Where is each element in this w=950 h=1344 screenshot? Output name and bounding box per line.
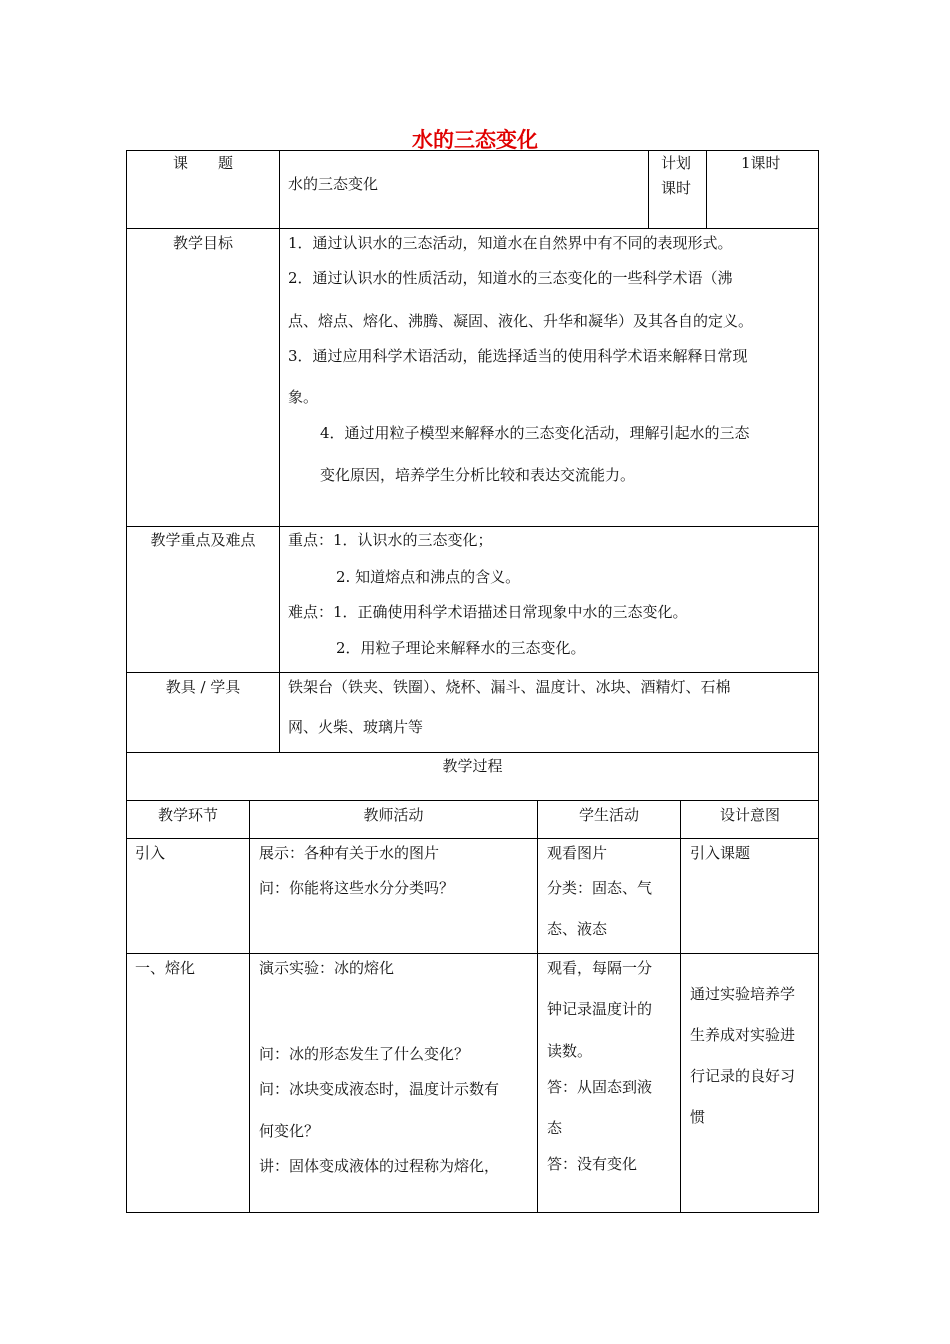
stage-cell: 引入 [135, 844, 166, 862]
row-divider [126, 228, 819, 229]
process-label: 教学过程 [442, 757, 503, 775]
student-line: 读数。 [547, 1042, 593, 1060]
intent-line: 生养成对实验进 [690, 1026, 796, 1044]
teacher-line: 展示：各种有关于水的图片 [259, 844, 440, 862]
plan-label-line2: 课时 [661, 179, 692, 197]
row-divider [126, 800, 819, 801]
teacher-line: 问：你能将这些水分分类吗？ [259, 879, 455, 897]
plan-value: 1课时 [741, 154, 781, 172]
goals-label: 教学目标 [172, 234, 233, 252]
keypoint-line: 难点：1．正确使用科学术语描述日常现象中水的三态变化。 [288, 603, 688, 621]
student-line: 钟记录温度计的 [547, 1000, 653, 1018]
teacher-line: 讲：固体变成液体的过程称为熔化， [259, 1157, 500, 1175]
student-line: 态 [547, 1119, 563, 1137]
col-header-intent: 设计意图 [719, 806, 780, 824]
row-divider [126, 752, 819, 753]
col-header-student: 学生活动 [578, 806, 639, 824]
document-title: 水的三态变化 [412, 128, 538, 152]
student-line: 观看，每隔一分 [547, 959, 653, 977]
intent-line: 通过实验培养学 [690, 985, 796, 1003]
keypoint-line: 2. 知道熔点和沸点的含义。 [336, 568, 521, 586]
goal-line: 4．通过用粒子模型来解释水的三态变化活动，理解引起水的三态 [320, 424, 750, 442]
goal-line: 1．通过认识水的三态活动，知道水在自然界中有不同的表现形式。 [288, 234, 733, 252]
tools-line: 网、火柴、玻璃片等 [288, 718, 424, 736]
col-divider [537, 800, 538, 1213]
goal-line: 点、熔点、熔化、沸腾、凝固、液化、升华和凝华）及其各自的定义。 [288, 312, 754, 330]
intent-line: 惯 [690, 1108, 706, 1126]
goal-line: 3．通过应用科学术语活动，能选择适当的使用科学术语来解释日常现 [288, 347, 748, 365]
row-divider [126, 526, 819, 527]
col-divider [648, 150, 649, 228]
tools-line: 铁架台（铁夹、铁圈）、烧杯、漏斗、温度计、冰块、酒精灯、石棉 [288, 678, 731, 696]
teacher-line: 问：冰块变成液态时，温度计示数有 [259, 1080, 500, 1098]
stage-cell: 一、熔化 [135, 959, 196, 977]
row-divider [126, 838, 819, 839]
col-divider [680, 800, 681, 1213]
keypoint-line: 重点：1．认识水的三态变化； [288, 531, 493, 549]
intent-line: 引入课题 [690, 844, 751, 862]
col-header-teacher: 教师活动 [363, 806, 424, 824]
student-line: 答：从固态到液 [547, 1078, 653, 1096]
row-divider [126, 672, 819, 673]
plan-label-line1: 计划 [661, 154, 692, 172]
student-line: 分类：固态、气 [547, 879, 653, 897]
col-divider [279, 150, 280, 752]
tools-label: 教具 / 学具 [165, 678, 241, 696]
teacher-line: 演示实验：冰的熔化 [259, 959, 395, 977]
keypoint-line: 2．用粒子理论来解释水的三态变化。 [336, 639, 586, 657]
topic-label: 课 题 [172, 154, 233, 172]
teacher-line: 何变化？ [259, 1122, 320, 1140]
col-header-stage: 教学环节 [157, 806, 218, 824]
topic-value: 水的三态变化 [288, 175, 379, 193]
row-divider [126, 953, 819, 954]
intent-line: 行记录的良好习 [690, 1067, 796, 1085]
student-line: 观看图片 [547, 844, 608, 862]
teacher-line: 问：冰的形态发生了什么变化？ [259, 1045, 470, 1063]
student-line: 答：没有变化 [547, 1155, 638, 1173]
goal-line: 象。 [288, 388, 319, 406]
goal-line: 变化原因，培养学生分析比较和表达交流能力。 [320, 466, 636, 484]
keypoints-label: 教学重点及难点 [150, 531, 256, 549]
col-divider [249, 800, 250, 1213]
student-line: 态、液态 [547, 920, 608, 938]
col-divider [706, 150, 707, 228]
goal-line: 2．通过认识水的性质活动，知道水的三态变化的一些科学术语（沸 [288, 269, 733, 287]
